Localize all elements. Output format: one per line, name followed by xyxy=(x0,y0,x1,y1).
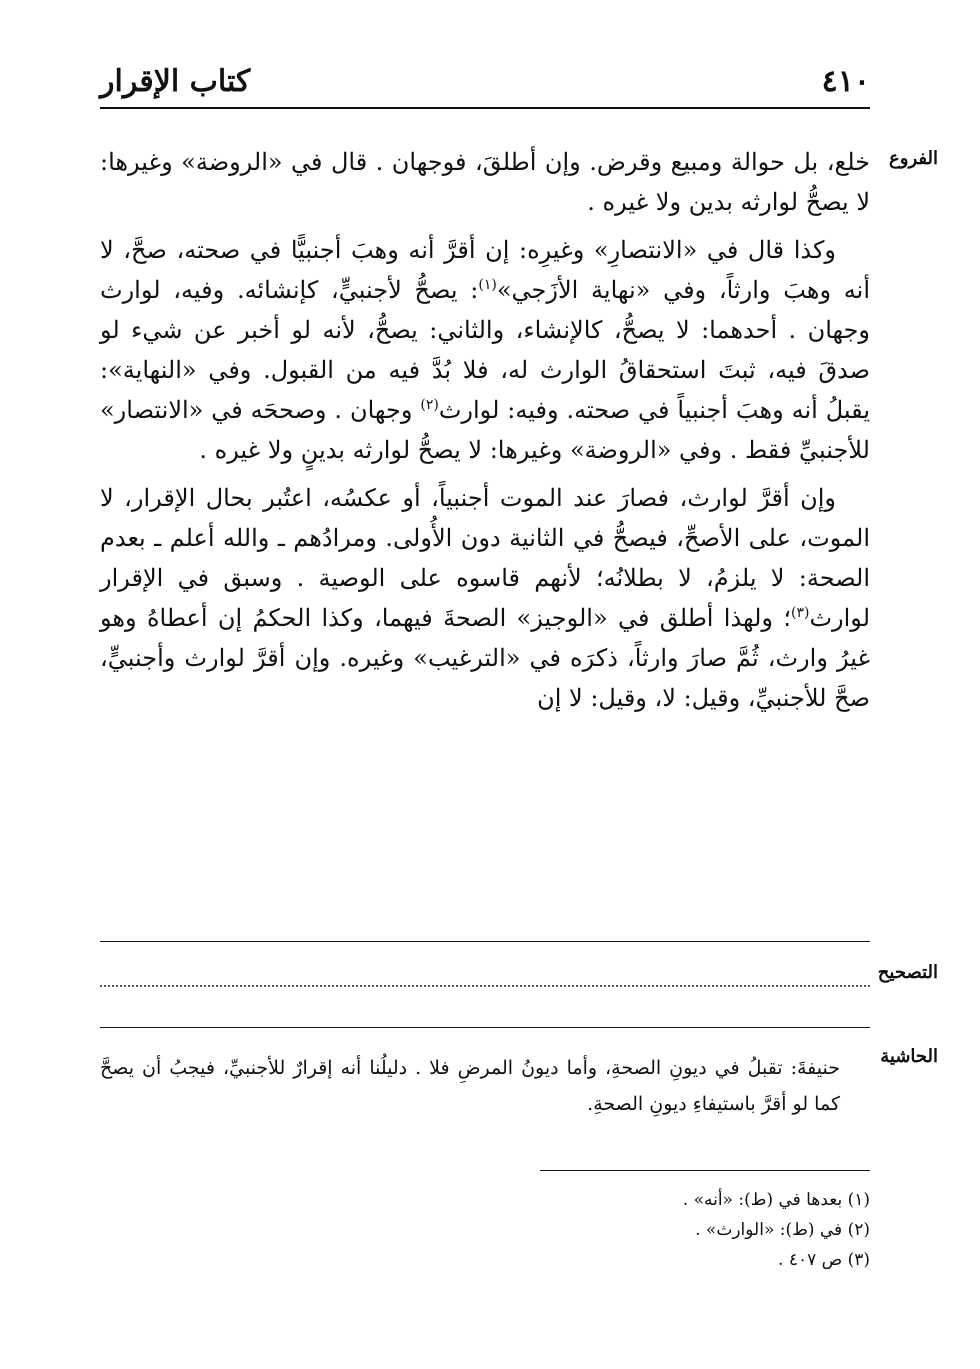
section-divider-top xyxy=(100,941,870,942)
footnote-3: (٣) ص ٤٠٧ . xyxy=(778,1250,870,1270)
paragraph-3-part-a: وإن أقرَّ لوارث، فصارَ عند الموت أجنبياً، أو عكسُه، اعتُبر بحال الإقرار، لا الموت، على الأصحِّ، فيصحُّ في الثانية دون الأُولى. ومرادُهم ـ والله أعلم ـ بعدم الصحة: لا يلزمُ، لا بطلانُه؛ لأنهم قاسوه على الوصية . وسبق في الإقرار لوارث xyxy=(100,484,870,632)
section-divider-bottom xyxy=(100,1027,870,1028)
paragraph-3 xyxy=(100,478,870,718)
paragraph-2 xyxy=(100,230,870,470)
paragraph-2-part-c: وجهان . وصححَه في «الانتصار» للأجنبيِّ فقط . وفي «الروضة» وغيرها: لا يصحُّ لوارثه بدينٍ ولا غيره . xyxy=(100,396,870,464)
paragraph-3-part-b: ؛ ولهذا أطلق في «الوجيز» الصحةَ فيهما، وكذا الحكمُ إن أعطاهُ وهو غيرُ وارث، ثُمَّ صارَ وارثاً، ذكرَه في «الترغيب» وغيره. وإن أقرَّ لوارث وأجنبيٍّ، صحَّ للأجنبيِّ، وقيل: لا، وقيل: لا إن xyxy=(100,604,870,712)
hashiya-text: حنيفةَ: تقبلُ في ديونِ الصحةِ، وأما ديونُ المرضِ فلا . دليلُنا أنه إقرارٌ للأجنبيِّ، فيجبُ أن يصحَّ كما لو أقرَّ باستيفاءِ ديونِ الصحةِ. xyxy=(100,1057,840,1115)
footnote-2: (٢) في (ط): «الوارث» . xyxy=(695,1220,870,1240)
paragraph-2-part-a: وكذا قال في «الانتصارِ» وغيرِه: إن أقرَّ أنه وهبَ أجنبيًّا في صحته، صحَّ، لا أنه وهبَ وارثاً، وفي «نهاية الأزَجي» xyxy=(100,236,870,304)
book-title: كتاب الإقرار xyxy=(100,64,251,99)
paragraph-1: خلع، بل حوالة ومبيع وقرض. وإن أطلقَ، فوجهان . قال في «الروضة» وغيرها: لا يصحُّ لوارثه بدين ولا غيره . xyxy=(100,148,870,216)
footnote-ref-1: (١) xyxy=(478,277,497,293)
footnote-ref-3: (٣) xyxy=(790,605,810,621)
page-number: ٤١٠ xyxy=(821,64,870,99)
footnote-rule xyxy=(540,1170,870,1171)
main-text xyxy=(100,142,870,726)
footnote-ref-2: (٢) xyxy=(420,397,439,413)
header-rule xyxy=(100,107,870,109)
label-furu: الفروع xyxy=(889,148,938,169)
tashih-dotted-line xyxy=(100,985,870,987)
paragraph-2-part-b: : يصحُّ لأجنبيٍّ، كإنشائه. وفيه، لوارث وجهان . أحدهما: لا يصحُّ، كالإنشاء، والثاني: يصحُّ، لأنه لو أخبر عن شيء لو صدقَ فيه، ثبتَ استحقاقُ الوارث له، فلا بُدَّ فيه من القبول. وفي «النهاية»: يقبلُ أنه وهبَ أجنبياً في صحته. وفيه: لوارث xyxy=(100,276,870,424)
page-header xyxy=(100,64,870,104)
label-tashih: التصحيح xyxy=(877,962,938,983)
label-hashiya: الحاشية xyxy=(880,1046,938,1067)
footnotes xyxy=(500,1185,870,1275)
footnote-1: (١) بعدها في (ط): «أنه» . xyxy=(682,1190,870,1210)
